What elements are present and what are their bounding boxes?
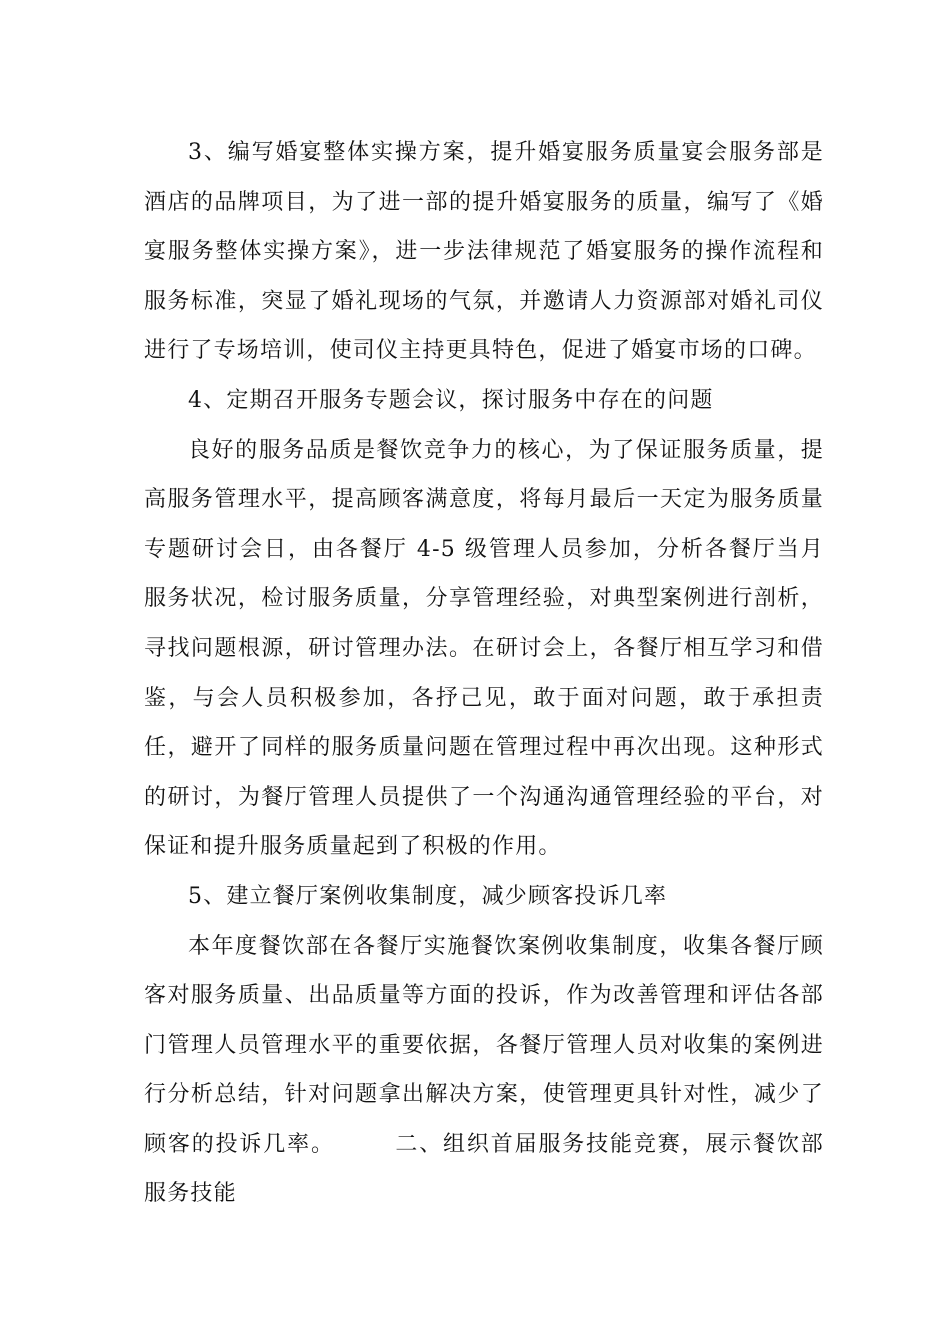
heading-service-meetings: 4、定期召开服务专题会议，探讨服务中存在的问题 <box>188 387 714 413</box>
paragraph-service-quality: 良好的服务品质是餐饮竞争力的核心，为了保证服务质量，提高服务管理水平，提高顾客满意度，将每月最后一天定为服务质量专题研讨会日，由各餐厅 4-5 级管理人员参加，分析各餐厅当月服务状况，检讨服务质量，分享管理经验，对典型案例进行剖析，寻找问题根源，研讨管理办法。在研讨会上，各餐厅相互学习和借鉴，与会人员积极参加，各抒己见，敢于面对问题，敢于承担责任，避开了同样的服务质量问题在管理过程中再次出现。这种形式的研讨，为餐厅管理人员提供了一个沟通沟通管理经验的平台，对保证和提升服务质量起到了积极的作用。 <box>144 437 824 860</box>
heading-case-collection: 5、建立餐厅案例收集制度，减少顾客投诉几率 <box>188 883 668 909</box>
paragraph-banquet-plan: 3、编写婚宴整体实操方案，提升婚宴服务质量宴会服务部是酒店的品牌项目，为了进一部的提升婚宴服务的质量，编写了《婚宴服务整体实操方案》，进一步法律规范了婚宴服务的操作流程和服务标准，突显了婚礼现场的气氛，并邀请人力资源部对婚礼司仪进行了专场培训，使司仪主持更具特色，促进了婚宴市场的口碑。 <box>144 140 824 364</box>
document-body <box>144 128 824 1219</box>
paragraph-case-collection: 本年度餐饮部在各餐厅实施餐饮案例收集制度，收集各餐厅顾客对服务质量、出品质量等方面的投诉，作为改善管理和评估各部门管理人员管理水平的重要依据，各餐厅管理人员对收集的案例进行分析总结，针对问题拿出解决方案，使管理更具针对性，减少了顾客的投诉几率。 二、组织首届服务技能竞赛，展示餐饮部服务技能 <box>144 933 824 1207</box>
